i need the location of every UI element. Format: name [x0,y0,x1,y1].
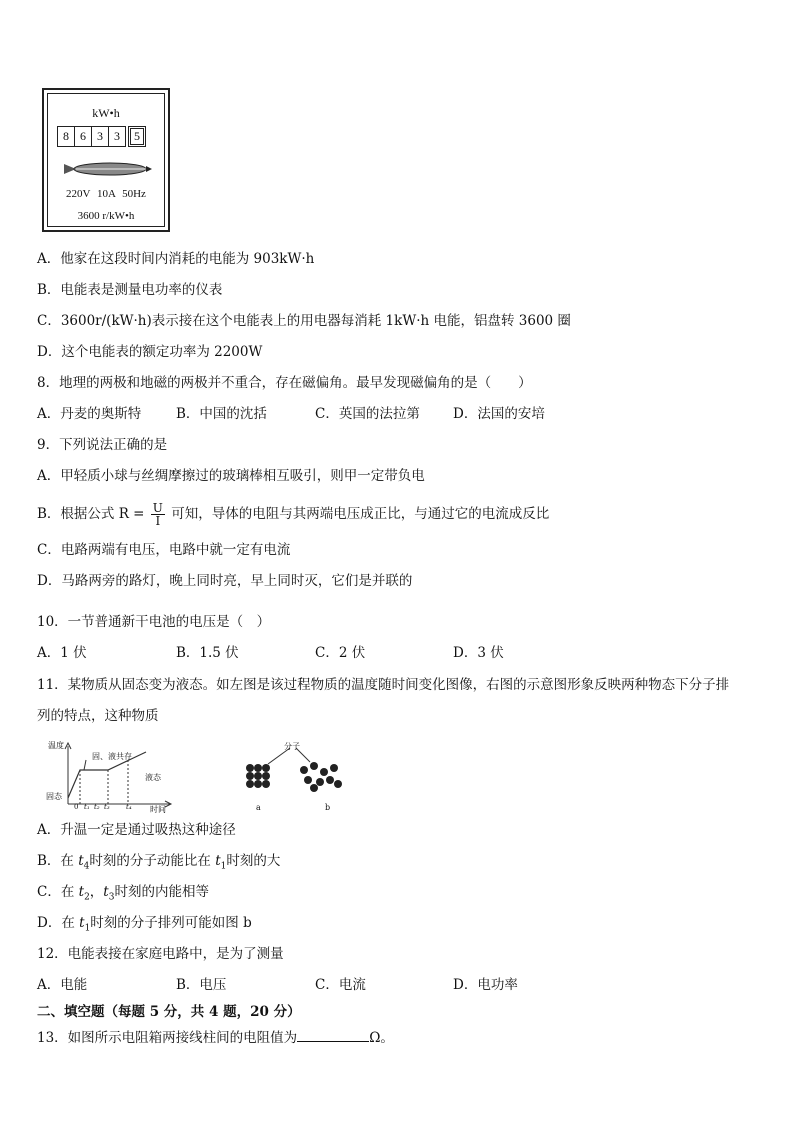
q12-option-d: D．电功率 [453,977,518,993]
meter-digits [57,126,146,147]
q10-stem: 10．一节普通新干电池的电压是（ ） [37,614,271,630]
meter-digit: 6 [74,126,91,147]
graph-ylabel: 温度 [48,741,64,750]
q8-option-a: A．丹麦的奥斯特 [37,406,142,422]
meter-digit-decimal: 5 [128,126,146,147]
q12-option-b: B．电压 [176,977,227,993]
q12-option-c: C．电流 [315,977,366,993]
q11-c-t3: t [103,884,109,900]
meter-disc-icon [62,160,154,178]
graph-xlabel: 时间 [150,805,166,814]
q11-stem-line1: 11．某物质从固态变为液态。如左图是该过程物质的温度随时间变化图像，右图的示意图形象反映两种物态下分子排 [37,677,730,693]
q11-b-suffix: 时刻的大 [226,853,281,869]
q11-stem-line2: 列的特点，这种物质 [37,708,159,724]
q9-b-denominator: I [155,514,161,528]
q8-option-d: D．法国的安培 [453,406,545,422]
section-heading: 二、填空题（每题 5 分，共 4 题，20 分） [37,1004,301,1020]
meter-rate: 3600 r/kW•h [77,210,135,222]
q9-option-a: A．甲轻质小球与丝绸摩擦过的玻璃棒相互吸引，则甲一定带负电 [37,468,425,484]
q11-option-b [37,852,280,876]
meter-unit: kW•h [92,106,120,120]
q11-b-t1-sub: 1 [220,861,227,872]
graph-origin-label: 0 [74,803,79,811]
graph-liquid-label: 液态 [145,773,161,782]
q9-option-d: D．马路两旁的路灯，晚上同时亮，早上同时灭，它们是并联的 [37,573,413,589]
q7-option-b: B．电能表是测量电功率的仪表 [37,282,223,298]
q11-b-t4-sub: 4 [83,861,90,872]
q11-d-t1-sub: 1 [84,923,91,934]
graph-t4-label: t₄ [126,803,132,811]
q11-b-prefix: B．在 [37,853,79,869]
q9-b-formula-lhs: R = [118,506,145,522]
meter-specs: 220V 10A 50Hz [66,188,146,200]
q11-c-t2: t [78,884,85,900]
q9-option-b [37,497,549,531]
q11-b-t4: t [78,853,84,869]
q10-option-a: A．1 伏 [37,645,87,661]
q11-option-d [37,914,252,938]
diagram-molecule-label: 分子 [284,742,300,751]
q12-stem: 12．电能表接在家庭电路中，是为了测量 [37,946,284,962]
molecule-arrangement-diagram [238,742,350,814]
q13-stem [37,1029,394,1047]
q11-c-suffix: 时刻的内能相等 [114,884,209,900]
diagram-b-label: b [325,803,331,812]
q9-b-prefix: B．根据公式 [37,506,115,522]
q9-b-suffix: 可知，导体的电阻与其两端电压成正比，与通过它的电流成反比 [171,506,550,522]
q11-option-a: A．升温一定是通过吸热这种途径 [37,822,236,838]
q11-d-prefix: D．在 [37,915,80,931]
q13-suffix: Ω。 [369,1030,394,1046]
meter-digit: 3 [108,126,126,147]
meter-panel [47,93,165,227]
q8-option-b: B．中国的沈括 [176,406,267,422]
graph-coexist-label: 固、液共存 [92,752,132,761]
q11-c-t3-sub: 3 [108,892,115,903]
q12-option-a: A．电能 [37,977,88,993]
graph-solid-label: 固态 [46,792,62,801]
q13-answer-blank[interactable] [297,1029,369,1042]
q10-option-c: C．2 伏 [315,645,366,661]
q8-option-c: C．英国的法拉第 [315,406,420,422]
q7-option-d: D．这个电能表的额定功率为 2200W [37,344,263,360]
q11-d-t1: t [79,915,85,931]
q11-option-c [37,883,209,907]
q11-c-mid: ， [89,884,104,900]
q10-option-b: B．1.5 伏 [176,645,239,661]
q11-c-prefix: C．在 [37,884,79,900]
q9-stem: 9．下列说法正确的是 [37,437,168,453]
q13-prefix: 13．如图所示电阻箱两接线柱间的电阻值为 [37,1030,298,1046]
q11-c-t2-sub: 2 [84,892,90,903]
q9-b-numerator: U [152,501,163,515]
q8-stem: 8．地理的两极和地磁的两极并不重合，存在磁偏角。最早发现磁偏角的是（ ） [37,375,532,391]
q7-option-c: C．3600r/(kW·h)表示接在这个电能表上的用电器每消耗 1kW·h 电能，铝盘转 3600 圈 [37,313,571,329]
q9-b-fraction [151,502,165,527]
q11-b-t1: t [215,853,221,869]
meter-digit: 3 [91,126,108,147]
meter-digit: 8 [57,126,74,147]
q11-b-mid: 时刻的分子动能比在 [89,853,216,869]
graph-t3-label: t₃ [104,803,110,811]
diagram-a-label: a [256,803,261,812]
q10-option-d: D．3 伏 [453,645,504,661]
q7-option-a: A．他家在这段时间内消耗的电能为 903kW·h [37,251,315,267]
q11-d-suffix: 时刻的分子排列可能如图 b [90,915,252,931]
graph-t1-label: t₁ [84,803,90,811]
graph-t2-label: t₂ [94,803,100,811]
electric-meter-figure [42,88,170,232]
q9-option-c: C．电路两端有电压，电路中就一定有电流 [37,542,291,558]
